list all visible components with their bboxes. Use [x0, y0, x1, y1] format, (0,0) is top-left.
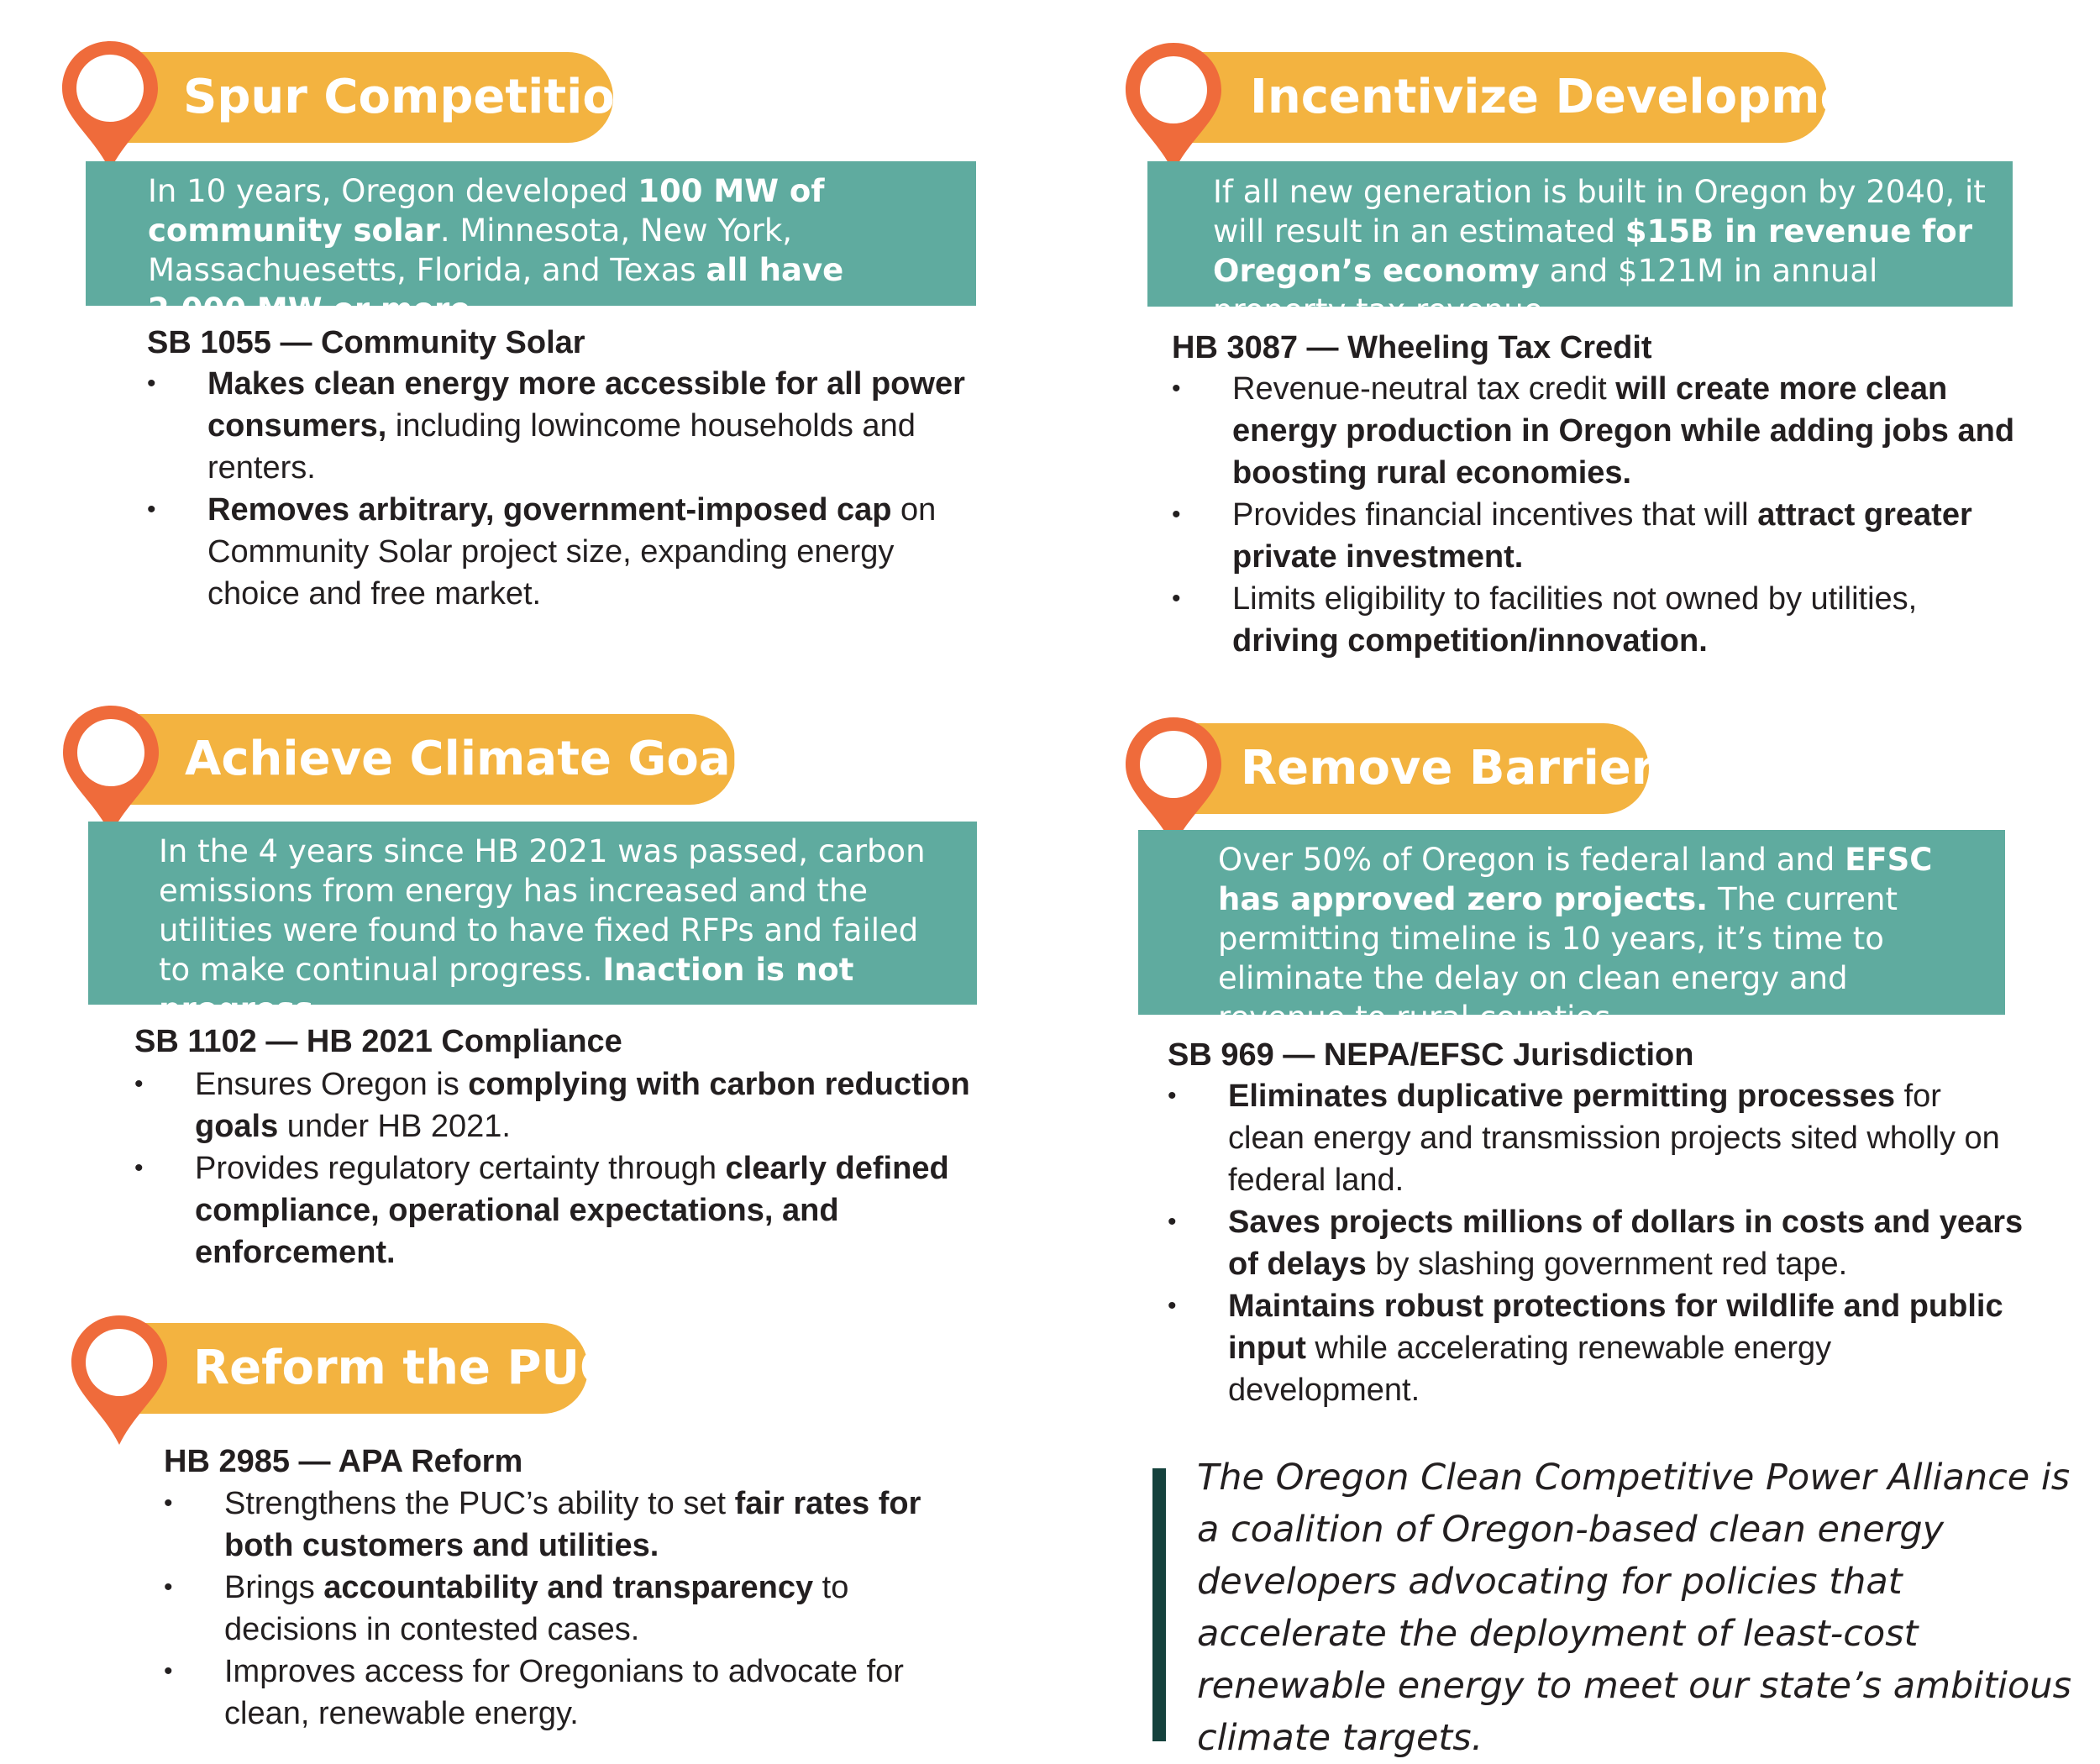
bullet-item	[164, 1567, 970, 1651]
body-text: Revenue-neutral tax credit	[1232, 371, 1616, 407]
location-pin-icon	[1122, 39, 1225, 176]
body-text: and $121M in annual property tax revenue.	[1213, 253, 1878, 328]
emphasis-text: EFSC has approved zero projects.	[1218, 842, 1933, 917]
section-title-achieve-climate-goals	[126, 714, 775, 805]
bullet-list-sb1102	[134, 1063, 983, 1273]
intro-box-barriers	[1138, 830, 2005, 1036]
bullet-dot-icon: •	[1168, 1208, 1177, 1236]
body-text: Provides regulatory certainty through	[195, 1151, 726, 1186]
location-pin-icon	[68, 1312, 171, 1448]
body-text: If all new generation is built in Oregon by 2040, it will result in an estimated	[1213, 174, 1986, 249]
bullet-item	[1172, 578, 2020, 662]
emphasis-text: Saves projects millions of dollars in costs and years of delays	[1228, 1205, 2024, 1282]
emphasis-text: Removes arbitrary, government-imposed cap	[207, 492, 892, 528]
body-text: In 10 years, Oregon developed	[148, 173, 638, 209]
emphasis-text: Eliminates duplicative permitting processes	[1228, 1079, 1896, 1114]
quote-accent-bar	[1152, 1468, 1166, 1741]
section-title-text: Reform the PUC	[193, 1341, 615, 1395]
bill-title-hb2985: HB 2985 — APA Reform	[164, 1444, 523, 1479]
bullet-list-sb1055	[147, 363, 987, 615]
bullet-dot-icon: •	[1168, 1082, 1177, 1110]
emphasis-text: accountability and transparency	[323, 1570, 814, 1605]
emphasis-text: Inaction is not progress.	[159, 952, 854, 1027]
emphasis-text: fair rates for both customers and utilities.	[224, 1486, 921, 1563]
section-title-reform-the-puc	[134, 1323, 615, 1414]
body-text: including lowincome households and renters.	[207, 408, 916, 486]
body-text: under HB 2021.	[278, 1109, 511, 1144]
bullet-item	[134, 1063, 983, 1147]
body-text: on Community Solar project size, expanding energy choice and free market.	[207, 492, 937, 612]
location-pin-icon	[60, 702, 162, 838]
bullet-item	[1168, 1075, 2024, 1201]
emphasis-text: Maintains robust protections for wildlife and public input	[1228, 1289, 2003, 1366]
emphasis-text: Makes clean energy more accessible for all power consumers,	[207, 366, 965, 444]
bullet-dot-icon: •	[147, 370, 156, 397]
bullet-item	[164, 1483, 970, 1567]
bill-title-sb1102: SB 1102 — HB 2021 Compliance	[134, 1024, 622, 1059]
body-text: Over 50% of Oregon is federal land and	[1218, 842, 1845, 878]
section-title-text: Achieve Climate Goals	[185, 732, 775, 786]
section-title-spur-competition	[126, 52, 648, 143]
section-title-text: Remove Barriers	[1241, 741, 1683, 795]
alliance-statement: The Oregon Clean Competitive Power Alliance is a coalition of Oregon-based clean energy developers advocating for policies that accelerate the deployment of least-cost renewable energy to meet our state’s ambitious climate targets.	[1197, 1457, 2071, 1759]
body-text: by slashing government red tape.	[1366, 1247, 1848, 1282]
body-text: Improves access for Oregonians to advocate for clean, renewable energy.	[224, 1654, 904, 1731]
bullet-dot-icon: •	[134, 1070, 144, 1098]
bullet-dot-icon: •	[147, 496, 156, 523]
bullet-dot-icon: •	[1172, 375, 1181, 402]
emphasis-text: clearly defined compliance, operational expectations, and enforcement.	[195, 1151, 949, 1270]
bill-title-sb1055: SB 1055 — Community Solar	[147, 325, 585, 360]
bullet-dot-icon: •	[1172, 585, 1181, 612]
bullet-list-hb2985	[164, 1483, 970, 1735]
emphasis-text: attract greater private investment.	[1232, 497, 1972, 575]
bullet-item	[147, 489, 987, 615]
bullet-dot-icon: •	[134, 1154, 144, 1182]
bullet-item	[147, 363, 987, 489]
emphasis-text: will create more clean energy production in Oregon while adding jobs and boosting rural economies.	[1232, 371, 2015, 491]
bullet-dot-icon: •	[1172, 501, 1181, 528]
section-title-remove-barriers	[1189, 723, 1683, 814]
intro-box-climate	[88, 822, 977, 1027]
bill-title-hb3087: HB 3087 — Wheeling Tax Credit	[1172, 330, 1652, 365]
bullet-dot-icon: •	[164, 1573, 173, 1601]
bullet-item	[1172, 368, 2020, 494]
bullet-item	[134, 1147, 983, 1273]
body-text: The current permitting timeline is 10 years, it’s time to eliminate the delay on clean energy and revenue to rural counties.	[1218, 881, 1898, 1036]
body-text: Provides financial incentives that will	[1232, 497, 1758, 533]
section-title-text: Spur Competition	[183, 70, 648, 124]
body-text: for clean energy and transmission projects sited wholly on federal land.	[1228, 1079, 2000, 1198]
bullet-item	[1168, 1201, 2024, 1285]
section-title-incentivize-development	[1189, 52, 1908, 143]
bullet-list-sb969	[1168, 1075, 2024, 1411]
bullet-dot-icon: •	[164, 1657, 173, 1685]
intro-box-incentivize	[1147, 161, 2013, 328]
body-text: while accelerating renewable energy development.	[1228, 1331, 1832, 1408]
bill-title-sb969: SB 969 — NEPA/EFSC Jurisdiction	[1168, 1037, 1694, 1073]
emphasis-text: $15B in revenue for Oregon’s economy	[1213, 213, 1972, 289]
bullet-item	[1168, 1285, 2024, 1411]
body-text: to decisions in contested cases.	[224, 1570, 849, 1647]
body-text: In the 4 years since HB 2021 was passed, carbon emissions from energy has increased and the utilities were found to have fixed RFPs and failed to make continual progress.	[159, 833, 926, 988]
bullet-dot-icon: •	[1168, 1292, 1177, 1320]
location-pin-icon	[59, 38, 161, 174]
body-text: . Minnesota, New York, Massachuesetts, Florida, and Texas	[148, 213, 793, 288]
section-title-text: Incentivize Development	[1250, 70, 1908, 124]
body-text: Ensures Oregon is	[195, 1067, 469, 1102]
bullet-item	[164, 1651, 970, 1735]
emphasis-text: complying with carbon reduction goals	[195, 1067, 970, 1144]
bullet-item	[1172, 494, 2020, 578]
body-text: Brings	[224, 1570, 324, 1605]
intro-box-spur	[86, 161, 976, 328]
emphasis-text: driving competition/innovation.	[1232, 623, 1708, 659]
bullet-list-hb3087	[1172, 368, 2020, 662]
emphasis-text: 100 MW of community solar	[148, 173, 825, 249]
body-text: Limits eligibility to facilities not owned by utilities,	[1232, 581, 1918, 617]
bullet-dot-icon: •	[164, 1489, 173, 1517]
body-text: Strengthens the PUC’s ability to set	[224, 1486, 735, 1521]
emphasis-text: all have 2,000 MW or more.	[148, 252, 844, 328]
